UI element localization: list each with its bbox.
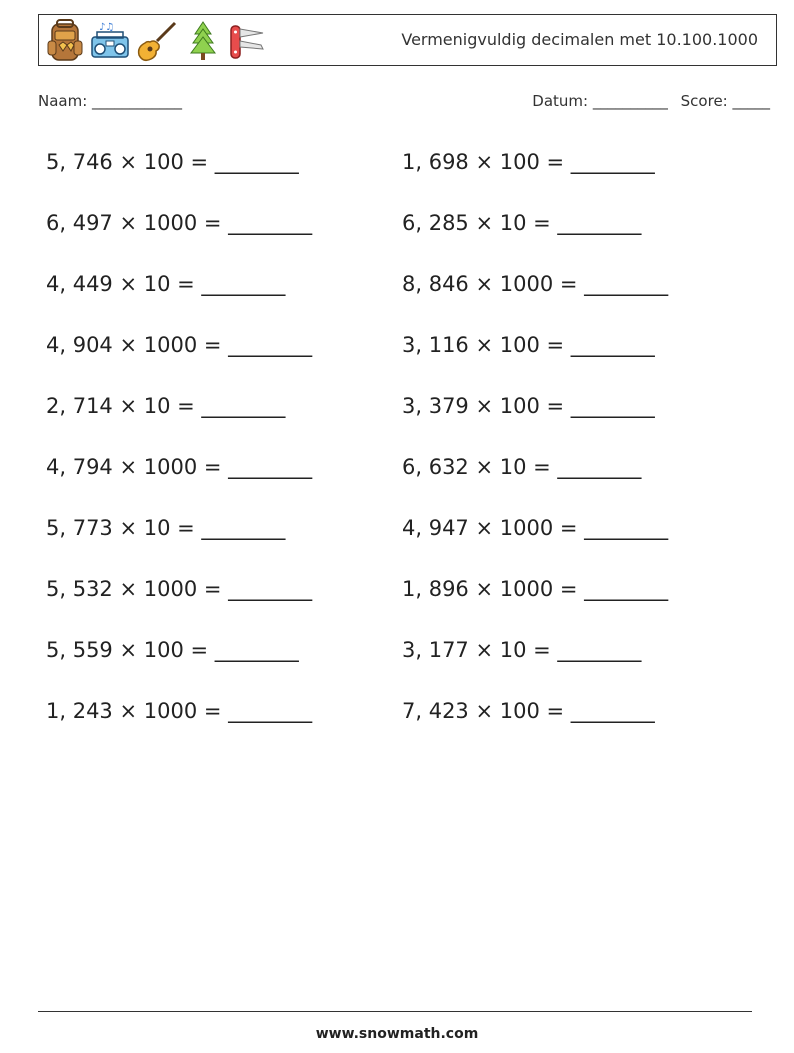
problem-10: 3, 379 × 100 = ________ bbox=[402, 394, 655, 418]
backpack-icon bbox=[45, 19, 85, 63]
score-field: Score: _____ bbox=[680, 92, 770, 110]
problem-8: 3, 116 × 100 = ________ bbox=[402, 333, 655, 357]
guitar-icon bbox=[135, 19, 179, 63]
problem-11: 4, 794 × 1000 = ________ bbox=[46, 455, 313, 479]
boombox-icon bbox=[89, 19, 131, 63]
footer-url: www.snowmath.com bbox=[315, 1026, 479, 1042]
worksheet-title: Vermenigvuldig decimalen met 10.100.1000 bbox=[401, 30, 758, 49]
problem-20: 7, 423 × 100 = ________ bbox=[402, 699, 655, 723]
header-box bbox=[38, 14, 777, 66]
problem-7: 4, 904 × 1000 = ________ bbox=[46, 333, 313, 357]
problem-1: 5, 746 × 100 = ________ bbox=[46, 150, 299, 174]
date-field: Datum: __________ bbox=[532, 92, 668, 110]
icon-strip bbox=[45, 19, 267, 63]
pocketknife-icon bbox=[227, 19, 267, 63]
problem-9: 2, 714 × 10 = ________ bbox=[46, 394, 286, 418]
problem-grid bbox=[46, 142, 766, 752]
footer-divider bbox=[38, 1011, 752, 1012]
problem-16: 1, 896 × 1000 = ________ bbox=[402, 577, 669, 601]
name-field: Naam: ____________ bbox=[38, 92, 183, 110]
problem-5: 4, 449 × 10 = ________ bbox=[46, 272, 286, 296]
problem-14: 4, 947 × 1000 = ________ bbox=[402, 516, 669, 540]
svg-text:♪♫: ♪♫ bbox=[99, 22, 115, 33]
problem-6: 8, 846 × 1000 = ________ bbox=[402, 272, 669, 296]
meta-right bbox=[532, 92, 770, 110]
tree-icon bbox=[183, 19, 223, 63]
problem-2: 1, 698 × 100 = ________ bbox=[402, 150, 655, 174]
problem-19: 1, 243 × 1000 = ________ bbox=[46, 699, 313, 723]
problem-12: 6, 632 × 10 = ________ bbox=[402, 455, 642, 479]
problem-18: 3, 177 × 10 = ________ bbox=[402, 638, 642, 662]
problem-4: 6, 285 × 10 = ________ bbox=[402, 211, 642, 235]
problem-3: 6, 497 × 1000 = ________ bbox=[46, 211, 313, 235]
problem-13: 5, 773 × 10 = ________ bbox=[46, 516, 286, 540]
problem-17: 5, 559 × 100 = ________ bbox=[46, 638, 299, 662]
problem-15: 5, 532 × 1000 = ________ bbox=[46, 577, 313, 601]
